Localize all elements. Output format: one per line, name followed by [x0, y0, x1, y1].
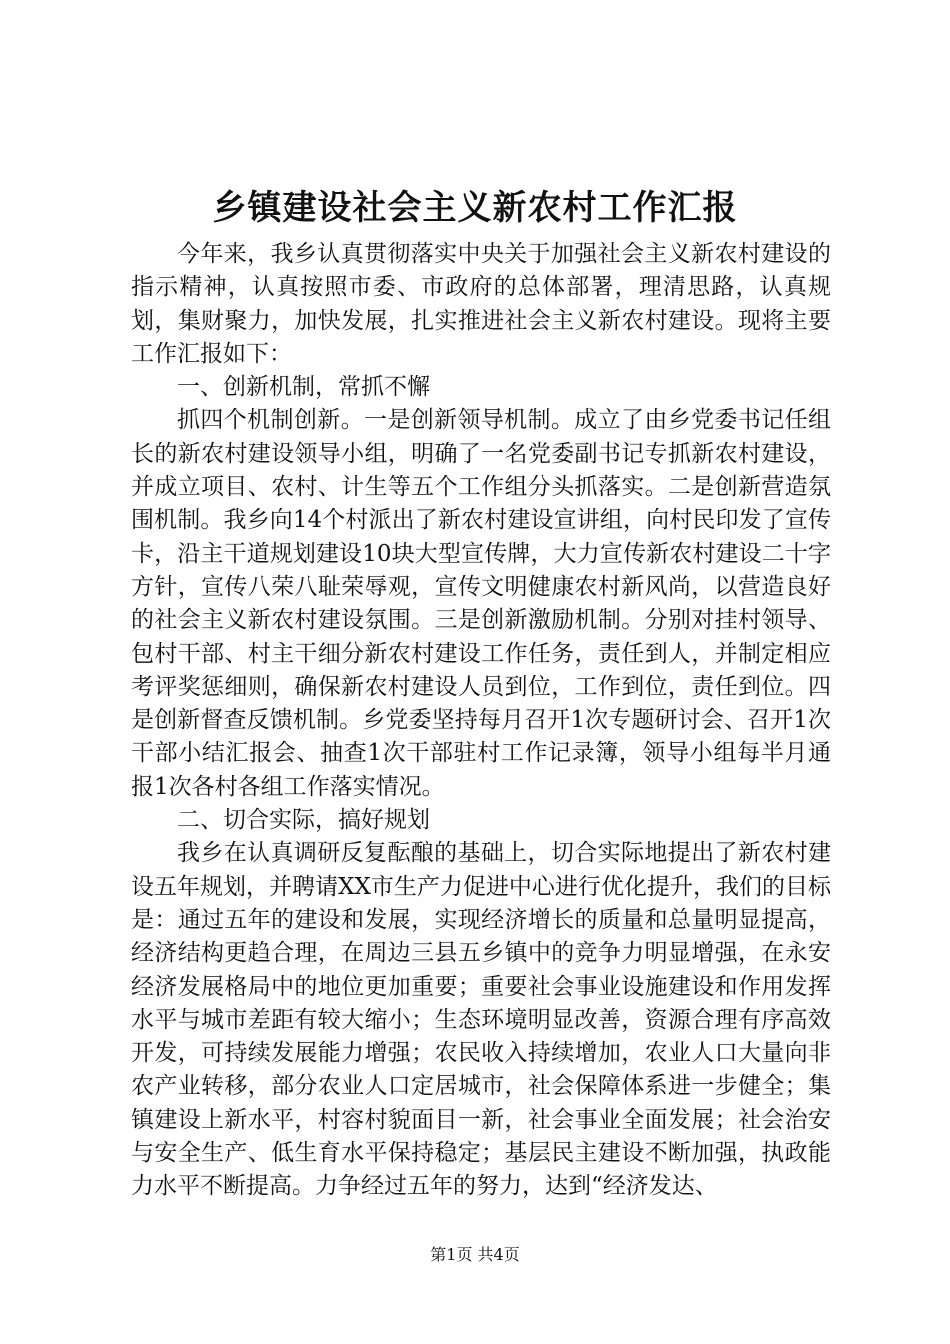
- document-body: [131, 238, 831, 1204]
- document-title: 乡镇建设社会主义新农村工作汇报: [212, 188, 738, 228]
- page-number-footer: 第1页 共4页: [430, 1245, 520, 1264]
- section-1-paragraph: 抓四个机制创新。一是创新领导机制。成立了由乡党委书记任组长的新农村建设领导小组，明确了一名党委副书记专抓新农村建设，并成立项目、农村、计生等五个工作组分头抓落实。二是创新营造氛围机制。我乡向14个村派出了新农村建设宣讲组，向村民印发了宣传卡，沿主干道规划建设10块大型宣传牌，大力宣传新农村建设二十字方针，宣传八荣八耻荣辱观，宣传文明健康农村新风尚，以营造良好的社会主义新农村建设氛围。三是创新激励机制。分别对挂村领导、包村干部、村主干细分新农村建设工作任务，责任到人，并制定相应考评奖惩细则，确保新农村建设人员到位，工作到位，责任到位。四是创新督查反馈机制。乡党委坚持每月召开1次专题研讨会、召开1次干部小结汇报会、抽查1次干部驻村工作记录簿，领导小组每半月通报1次各村各组工作落实情况。: [131, 407, 831, 800]
- section-2-paragraph: 我乡在认真调研反复酝酿的基础上，切合实际地提出了新农村建设五年规划，并聘请XX市生产力促进中心进行优化提升，我们的目标是：通过五年的建设和发展，实现经济增长的质量和总量明显提高，经济结构更趋合理，在周边三县五乡镇中的竞争力明显增强，在永安经济发展格局中的地位更加重要；重要社会事业设施建设和作用发挥水平与城市差距有较大缩小；生态环境明显改善，资源合理有序高效开发，可持续发展能力增强；农民收入持续增加，农业人口大量向非农产业转移，部分农业人口定居城市，社会保障体系进一步健全；集镇建设上新水平，村容村貌面目一新，社会事业全面发展；社会治安与安全生产、低生育水平保持稳定；基层民主建设不断加强，执政能力水平不断提高。力争经过五年的努力，达到“经济发达、: [131, 840, 831, 1200]
- section-heading-1: 一、创新机制，常抓不懈: [177, 374, 430, 401]
- intro-paragraph: 今年来，我乡认真贯彻落实中央关于加强社会主义新农村建设的指示精神，认真按照市委、市政府的总体部署，理清思路，认真规划，集财聚力，加快发展，扎实推进社会主义新农村建设。现将主要工作汇报如下：: [131, 241, 831, 367]
- section-heading-2: 二、切合实际，搞好规划: [177, 807, 430, 834]
